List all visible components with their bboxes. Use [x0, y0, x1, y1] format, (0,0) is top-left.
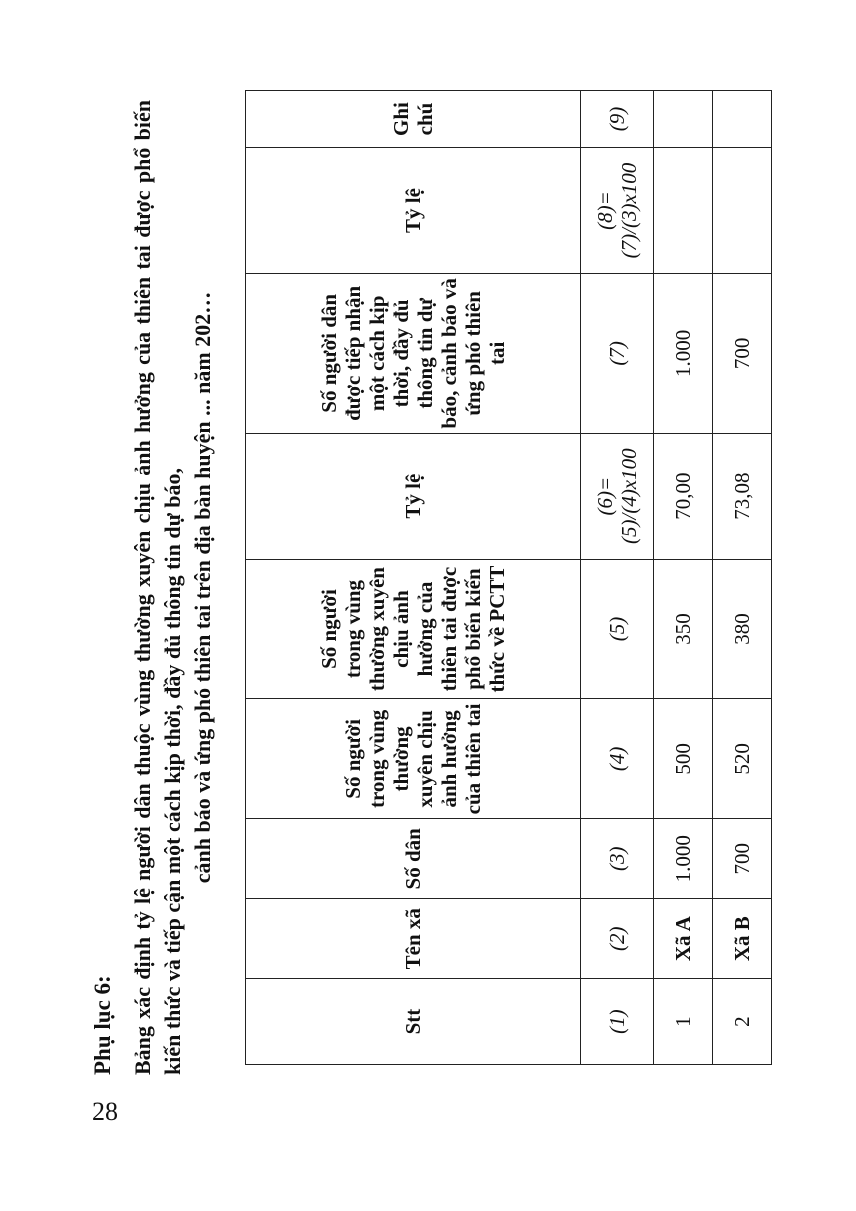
header-stt: Stt [246, 979, 581, 1065]
index-cell: (3) [581, 819, 654, 899]
cell-stt: 1 [654, 979, 713, 1065]
cell-so-dan: 700 [713, 819, 772, 899]
cell-ty-le-2 [713, 148, 772, 274]
index-row [581, 91, 654, 1065]
header-row [246, 91, 581, 1065]
header-so-dan: Số dân [246, 819, 581, 899]
header-nguoi-tiep-nhan: Số người dân được tiếp nhận một cách kịp thời, đầy đủ thông tin dự báo, cảnh báo và ứng phó thiên tai [246, 273, 581, 433]
index-cell: (7) [581, 273, 654, 433]
index-cell: (4) [581, 699, 654, 819]
cell-ty-le-1: 70,00 [654, 433, 713, 559]
index-cell: (2) [581, 899, 654, 979]
cell-ghi-chu [713, 91, 772, 148]
cell-ty-le-2 [654, 148, 713, 274]
cell-pho-bien: 350 [654, 559, 713, 699]
appendix-title: Phụ lục 6: [90, 975, 115, 1075]
cell-ten-xa: Xã B [713, 899, 772, 979]
cell-ty-le-1: 73,08 [713, 433, 772, 559]
header-nguoi-duoc-pho-bien: Số người trong vùng thường xuyên chịu ảnh hưởng của thiên tai được phổ biến kiến thức về PCTT [246, 559, 581, 699]
header-ty-le-1: Tỷ lệ [246, 433, 581, 559]
data-table [245, 90, 772, 1065]
index-cell: (5) [581, 559, 654, 699]
table-row [654, 91, 713, 1065]
cell-trong-vung: 520 [713, 699, 772, 819]
cell-stt: 2 [713, 979, 772, 1065]
header-ty-le-2: Tỷ lệ [246, 148, 581, 274]
page-number: 28 [92, 1097, 118, 1126]
header-nguoi-trong-vung: Số người trong vùng thường xuyên chịu ảnh hưởng của thiên tai [246, 699, 581, 819]
cell-tiep-nhan: 700 [713, 273, 772, 433]
index-cell: (8)=(7)/(3)x100 [581, 148, 654, 274]
cell-pho-bien: 380 [713, 559, 772, 699]
index-cell: (1) [581, 979, 654, 1065]
cell-so-dan: 1.000 [654, 819, 713, 899]
caption-line-2: cảnh báo và ứng phó thiên tai trên địa bàn huyện ... năm 202… [190, 291, 215, 884]
caption-line-1: Bảng xác định tỷ lệ người dân thuộc vùng thường xuyên chịu ảnh hưởng của thiên tai được phổ biến kiến thức và tiếp cận một cách kịp thời, đầy đủ thông tin dự báo, [130, 100, 185, 1075]
index-cell: (6)=(5)/(4)x100 [581, 433, 654, 559]
cell-ten-xa: Xã A [654, 899, 713, 979]
table-row [713, 91, 772, 1065]
header-ten-xa: Tên xã [246, 899, 581, 979]
index-cell: (9) [581, 91, 654, 148]
table-caption [128, 100, 218, 1075]
cell-tiep-nhan: 1.000 [654, 273, 713, 433]
cell-trong-vung: 500 [654, 699, 713, 819]
rotated-content [90, 90, 780, 1075]
header-ghi-chu: Ghi chú [246, 91, 581, 148]
cell-ghi-chu [654, 91, 713, 148]
